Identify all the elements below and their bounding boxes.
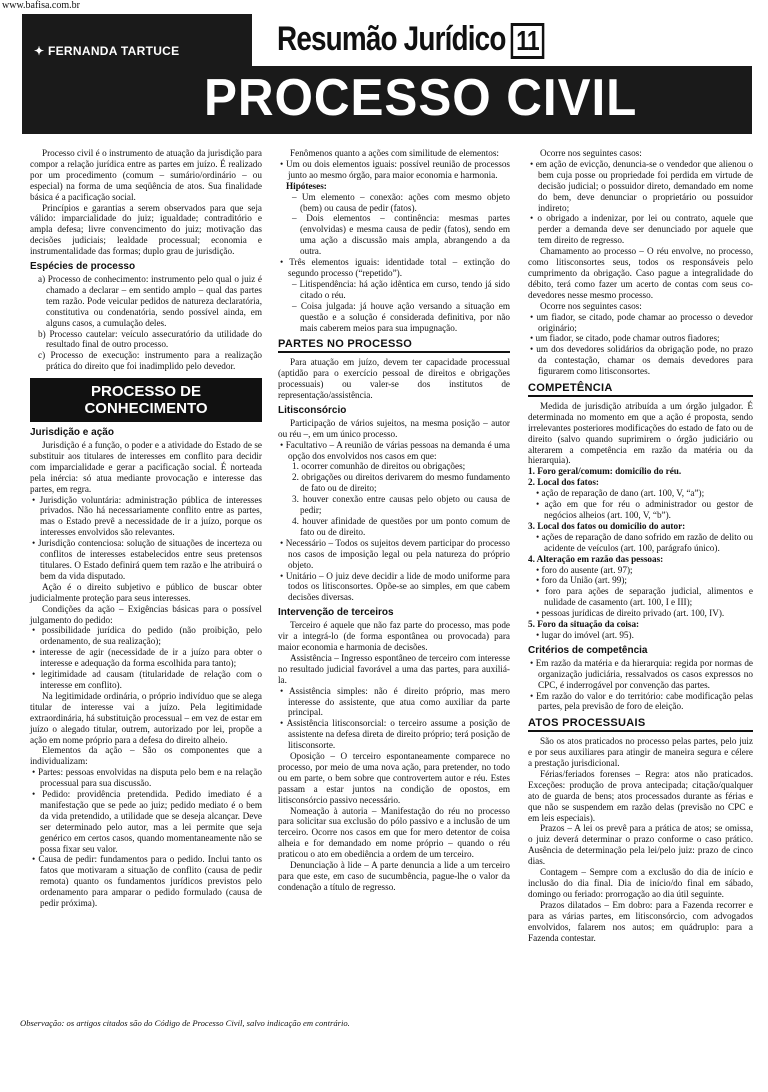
list-item: – Litispendência: há ação idêntica em curso, tendo já sido citado o réu. xyxy=(292,278,510,300)
section-heading: COMPETÊNCIA xyxy=(528,383,753,397)
list-item: • Pedido: providência pretendida. Pedido imediato é a manifestação que se pede ao juiz; pedido mediato é o bem da vida pretendido, a utilidade que se deseja alcançar. Deve ser determinado pelo autor, mas a lei permite que seja genérico em certos casos, quando momentaneamente não se possa fixar seu valor. xyxy=(32,789,262,854)
footnote: Observação: os artigos citados são do Código de Processo Civil, salvo indicação em contrário. xyxy=(20,1018,350,1028)
paragraph: Assistência – Ingresso espontâneo de terceiro com interesse no resultado judicial favorável a uma das partes, para auxiliá-la. xyxy=(278,652,510,685)
paragraph: Medida de jurisdição atribuída a um órgão julgador. É determinada no momento em que a ação é proposta, sendo irrelevantes posteriores modificações do estado de fato ou de direito (salvo quando suprimirem o órgão judiciário ou alterarem a competência em razão da matéria ou da hierarquia). xyxy=(528,400,753,466)
list-item: • pessoas jurídicas de direito privado (art. 100, IV). xyxy=(536,608,725,619)
subheading: Jurisdição e ação xyxy=(30,427,114,439)
paragraph: Contagem – Sempre com a exclusão do dia de início e inclusão do dia final. Dia de início/do final em sábado, domingo ou feriado: prorrogação ao dia útil seguinte. xyxy=(528,867,753,899)
edition-label: 2ª edição xyxy=(690,54,736,66)
list-item: • Jurisdição voluntária: administração pública de interesses privados. Não há necessariamente conflito entre as partes, mas o Estado prevê a necessidade de ir a juízo, porque os interesses envolvidos são relevantes. xyxy=(32,494,262,538)
paragraph: Terceiro é aquele que não faz parte do processo, mas pode vir a integrá-lo (de forma espontânea ou provocada) para maior economia e harmonia de decisões. xyxy=(278,620,510,652)
paragraph: Chamamento ao processo – O réu envolve, no processo, como litisconsortes seus, todos os responsáveis pelo cumprimento da obrigação. Caso pague a integralidade do débito, terá como fazer um acerto de contas com seus co-devedores nesse mesmo processo. xyxy=(528,246,753,300)
list-item: • Em razão da matéria e da hierarquia: regida por normas de organização judiciária, ressalvados os casos expressos no CPC, é inderrogável por convenção das partes. xyxy=(530,657,753,690)
header-banner xyxy=(22,14,752,134)
section-box: PROCESSO DE CONHECIMENTO xyxy=(30,378,262,422)
series-badge: 11 xyxy=(510,23,544,59)
paragraph: Ocorre nos seguintes casos: xyxy=(540,300,642,311)
column-1 xyxy=(30,148,262,909)
list-item: • Em razão do valor e do território: cabe modificação pelas partes, pela previsão de foro de eleição. xyxy=(530,690,753,712)
author-name: ✦ FERNANDA TARTUCE xyxy=(34,44,180,58)
paragraph: Jurisdição é a função, o poder e a atividade do Estado de se substituir aos titulares de interesses em conflito para decidir com imparcialidade e gerar a pacificação social. É norteada pela inércia: só atua mediante provocação e interesse das partes, em regra. xyxy=(30,440,262,494)
list-item: • ações de reparação de dano sofrido em razão de delito ou acidente de veículos (art. 100, parágrafo único). xyxy=(536,531,753,553)
paragraph: Processo civil é o instrumento de atuação da jurisdição para compor a relação jurídica entre as partes em juízo. É realizado por um procedimento (comum – sumário/ordinário – ou especial) na forma de uma seqüência de atos. Sua finalidade básica é a pacificação social. xyxy=(30,148,262,202)
list-item: • Jurisdição contenciosa: solução de situações de incerteza ou conflitos de interesses estabelecidos entre seus pretensos titulares. O Estado definirá quem tem razão e lhe atribuirá o bem da vida disputado. xyxy=(32,538,262,581)
brand-text: Resumão Jurídico xyxy=(277,20,506,58)
list-item: • foro da União (art. 99); xyxy=(536,575,627,586)
list-item: a) Processo de conhecimento: instrumento pelo qual o juiz é chamado a declarar – em sentido amplo – qual das partes tem razão. Pode veicular pedidos de natureza declaratória, constitutiva ou condenatória, sendo possível ainda, em alguns casos, a cumulação deles. xyxy=(38,273,262,328)
column-2 xyxy=(278,148,510,893)
list-item: • o obrigado a indenizar, por lei ou contrato, aquele que perder a demanda deve ser denunciado por aquele que tem direito de regresso. xyxy=(530,213,753,246)
paragraph: Condições da ação – Exigências básicas para o possível julgamento do pedido: xyxy=(30,603,262,625)
list-item: 1. Foro geral/comum: domicílio do réu. xyxy=(528,466,682,477)
list-item: 2. Local dos fatos: xyxy=(528,477,599,488)
list-item: – Coisa julgada: já houve ação versando a situação em questão e a solução é considerada definitiva, por não mais caberem meios para sua impugnação. xyxy=(292,300,510,333)
list-item: 2. obrigações ou direitos derivarem do mesmo fundamento de fato ou de direito; xyxy=(292,472,510,494)
author-text: FERNANDA TARTUCE xyxy=(48,44,180,58)
list-item: • foro para ações de separação judicial, alimentos e nulidade de casamento (art. 100, I e III); xyxy=(536,586,753,608)
list-item: • um fiador, se citado, pode chamar ao processo o devedor originário; xyxy=(530,311,753,333)
list-item: • Facultativo – A reunião de várias pessoas na demanda é uma opção dos envolvidos nos casos em que: xyxy=(280,439,510,461)
paragraph: Nomeação à autoria – Manifestação do réu no processo para solicitar sua exclusão do pólo passivo e a inclusão de um terceiro. Ocorre nos casos em que for mero detentor de coisa alheia e for demandado em nome próprio – quando o réu praticou o ato em obediência a ordem de um terceiro. xyxy=(278,805,510,860)
subheading: Espécies de processo xyxy=(30,261,136,273)
list-item: b) Processo cautelar: veículo assecuratório da utilidade do resultado final de outro processo. xyxy=(38,328,262,350)
list-item: • um dos devedores solidários da obrigação pode, no prazo da contestação, chamar os demais devedores para figurarem como litisconsortes. xyxy=(530,344,753,377)
paragraph: Na legitimidade ordinária, o próprio indivíduo que se alega titular de interesse vai a juízo. Pela legitimidade extraordinária, há substituição processual – em vez de estar em juízo o alegado titular, outrem, autorizado por lei, propõe a ação em nome próprio para a defesa do direito alheio. xyxy=(30,690,262,745)
paragraph: Elementos da ação – São os componentes que a individualizam: xyxy=(30,745,262,767)
list-item: 1. ocorrer comunhão de direitos ou obrigações; xyxy=(292,461,466,472)
list-item: 4. houver afinidade de questões por um ponto comum de fato ou de direito. xyxy=(292,516,510,537)
paragraph: São os atos praticados no processo pelas partes, pelo juiz e por seus auxiliares para atingir de maneira segura e célere a prestação jurisdicional. xyxy=(528,736,753,769)
list-item: • legitimidade ad causam (titularidade de relação com o interesse em conflito). xyxy=(32,669,262,690)
list-item: • Partes: pessoas envolvidas na disputa pelo bem e na relação processual para sua discussão. xyxy=(32,767,262,789)
paragraph: Oposição – O terceiro espontaneamente comparece no processo, por meio de uma nova ação, para pretender, no todo ou em parte, o bem sobre que controvertem autor e réu. Estes passam a estar juntos na condição de opostos, em litisconsórcio passivo necessário. xyxy=(278,751,510,805)
list-item: 3. houver conexão entre causas pelo objeto ou causa de pedir; xyxy=(292,494,510,516)
list-item: • Necessário – Todos os sujeitos devem participar do processo nos casos de imposição legal ou pela natureza do próprio objeto. xyxy=(280,537,510,570)
list-item: • interesse de agir (necessidade de ir a juízo para obter o interesse e adequação da forma escolhida para tanto); xyxy=(32,647,262,669)
list-item: • lugar do imóvel (art. 95). xyxy=(536,629,634,640)
list-item: 3. Local dos fatos ou domicílio do autor: xyxy=(528,520,686,531)
list-item: • em ação de evicção, denuncia-se o vendedor que alienou o bem cuja posse ou propriedade foi perdida em virtude de decisão judicial; o possuidor direto, demandado em nome do bem, deve denunciar o proprietário ou possuidor indireto; xyxy=(530,158,753,213)
list-item: • um fiador, se citado, pode chamar outros fiadores; xyxy=(530,333,720,344)
list-item: • Causa de pedir: fundamentos para o pedido. Inclui tanto os fatos que motivaram a situação de conflito (causa de pedir remota) quanto os fundamentos jurídicos previstos pelo ordenamento para amparar o pedido formulado (causa de pedir próxima). xyxy=(32,854,262,909)
list-item: c) Processo de execução: instrumento para a realização prática do direito que foi inadimplido pelo devedor. xyxy=(38,350,262,372)
list-item: • ação de reparação de dano (art. 100, V, “a”); xyxy=(536,488,705,499)
list-item: • Unitário – O juiz deve decidir a lide de modo uniforme para todos os litisconsortes. Opõe-se ao simples, em que cabem decisões diversas. xyxy=(280,570,510,603)
section-heading: PARTES NO PROCESSO xyxy=(278,339,510,353)
paragraph: Prazos dilatados – Em dobro: para a Fazenda recorrer e para as várias partes, em litisconsórcio, com advogados envolvidos, falarem nos autos; em quádruplo: para a Fazenda contestar. xyxy=(528,899,753,943)
list-item: 5. Foro da situação da coisa: xyxy=(528,619,640,630)
paragraph: Para atuação em juízo, devem ter capacidade processual (aptidão para o exercício pessoal de direitos e obrigações processuais) ou valer-se dos institutos de representação/assistência. xyxy=(278,357,510,401)
subheading: Critérios de competência xyxy=(528,644,648,656)
list-item: – Dois elementos – continência: mesmas partes (envolvidas) e mesma causa de pedir (fatos), sendo em uma ação a discussão mais ampla, abrangendo a da outra. xyxy=(292,213,510,257)
paragraph: Ocorre nos seguintes casos: xyxy=(540,148,642,158)
list-item: • possibilidade jurídica do pedido (não proibição, pelo ordenamento, de sua realização); xyxy=(32,625,262,647)
list-item: • Assistência simples: não é direito próprio, mas mero interesse do assistente, que atua como auxiliar da parte principal. xyxy=(280,685,510,718)
paragraph: Denunciação à lide – A parte denuncia a lide a um terceiro para que este, em caso de sucumbência, pague-lhe o valor da condenação a título de regresso. xyxy=(278,860,510,892)
paragraph: Ação é o direito subjetivo e público de buscar obter judicialmente proteção para seus interesses. xyxy=(30,581,262,603)
section-heading: ATOS PROCESSUAIS xyxy=(528,718,753,732)
subheading: Hipóteses: xyxy=(286,180,327,191)
column-3 xyxy=(528,148,753,943)
list-item: • ação em que for réu o administrador ou gestor de negócios alheios (art. 100, V, “b”). xyxy=(536,499,753,520)
list-item: 4. Alteração em razão das pessoas: xyxy=(528,553,664,564)
paragraph: Fenômenos quanto a ações com similitude de elementos: xyxy=(290,148,499,158)
site-url: www.bafisa.com.br xyxy=(2,0,80,11)
list-item: – Um elemento – conexão: ações com mesmo objeto (bem) ou causa de pedir (fatos). xyxy=(292,191,510,213)
page-title: PROCESSO CIVIL xyxy=(204,69,638,127)
paragraph: Prazos – A lei os prevê para a prática de atos; se omissa, o juiz deverá determinar o prazo conforme o caso prático. Ausência de determinação pela lei/pelo juiz: prazo de cinco dias. xyxy=(528,823,753,867)
list-item: • foro do ausente (art. 97); xyxy=(536,564,633,575)
paragraph: Princípios e garantias a serem observados para que seja válido: imparcialidade do juiz; igualdade; contraditório e ampla defesa; livre convencimento do juiz; motivação das decisões judiciais; lealdade processual; economia e instrumentalidade das formas; duplo grau de jurisdição. xyxy=(30,202,262,257)
subheading: Litisconsórcio xyxy=(278,404,347,416)
brand-title xyxy=(277,20,545,59)
paragraph: Participação de vários sujeitos, na mesma posição – autor ou réu –, em um único processo. xyxy=(278,417,510,439)
list-item: • Assistência litisconsorcial: o terceiro assume a posição de assistente na defesa direta de direito próprio; terá posição de litisconsorte. xyxy=(280,718,510,751)
paragraph: Férias/feriados forenses – Regra: atos não praticados. Exceções: produção de prova antecipada; citação/qualquer ato de guarda de bens; atos processados durante as férias e que não se suspendem em razão delas (previsão no CPC e em leis especiais). xyxy=(528,768,753,823)
subheading: Intervenção de terceiros xyxy=(278,607,394,619)
list-item: • Três elementos iguais: identidade total – extinção do segundo processo (“repetido”). xyxy=(280,257,510,278)
list-item: • Um ou dois elementos iguais: possível reunião de processos junto ao mesmo órgão, para maior economia e harmonia. xyxy=(280,158,510,180)
